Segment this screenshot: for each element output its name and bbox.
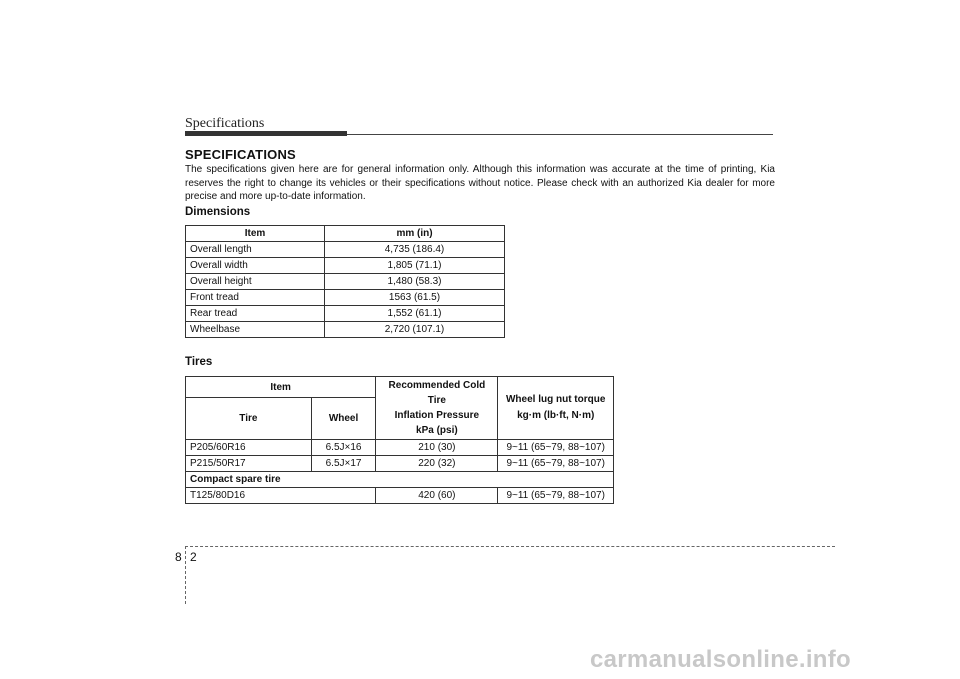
table-header-row (186, 377, 614, 398)
table-cell: 1,805 (71.1) (325, 258, 505, 274)
page-number: 2 (190, 550, 197, 564)
table-cell: 420 (60) (376, 488, 498, 504)
table-cell: 6.5J×16 (311, 440, 376, 456)
table-cell: 1563 (61.5) (325, 290, 505, 306)
pressure-header-line: kPa (psi) (416, 425, 458, 436)
table-cell: 6.5J×17 (311, 456, 376, 472)
table-row (186, 306, 505, 322)
table-cell: T125/80D16 (186, 488, 376, 504)
tires-table (185, 376, 614, 504)
tires-heading: Tires (185, 356, 213, 368)
table-cell: Wheelbase (186, 322, 325, 338)
table-cell: Rear tread (186, 306, 325, 322)
section-title: SPECIFICATIONS (185, 147, 296, 162)
table-cell: 9~11 (65~79, 88~107) (498, 456, 614, 472)
intro-paragraph: The specifications given here are for general information only. Although this information was accurate at the time of printing, Kia reserves the right to change its vehicles or their specifications without notice. Please check with an authorized Kia dealer for more precise and more up-to-date information. (185, 164, 775, 203)
table-row (186, 242, 505, 258)
watermark: carmanualsonline.info (590, 646, 852, 673)
header-rule-accent (185, 131, 347, 136)
column-header-torque (498, 377, 614, 440)
table-cell: Overall width (186, 258, 325, 274)
page-header-title: Specifications (185, 116, 265, 131)
dimensions-table (185, 225, 505, 338)
table-cell: Front tread (186, 290, 325, 306)
column-header-pressure (376, 377, 498, 440)
table-cell: 9~11 (65~79, 88~107) (498, 488, 614, 504)
pressure-header-line: Recommended Cold Tire (388, 380, 486, 406)
spare-tire-label: Compact spare tire (186, 472, 614, 488)
column-header-tire: Tire (186, 398, 312, 440)
table-row (186, 258, 505, 274)
table-cell: Overall height (186, 274, 325, 290)
table-cell: Overall length (186, 242, 325, 258)
table-row (186, 440, 614, 456)
footer-rule (185, 546, 835, 547)
table-cell: 2,720 (107.1) (325, 322, 505, 338)
torque-header-line: Wheel lug nut torque (505, 394, 606, 405)
table-row (186, 456, 614, 472)
table-row (186, 290, 505, 306)
table-cell: P215/50R17 (186, 456, 312, 472)
table-cell: 1,552 (61.1) (325, 306, 505, 322)
pressure-header-line: Inflation Pressure (394, 410, 480, 421)
dimensions-heading: Dimensions (185, 206, 251, 218)
column-header-item: Item (186, 377, 376, 398)
table-cell: 210 (30) (376, 440, 498, 456)
column-header-wheel: Wheel (311, 398, 376, 440)
table-cell: P205/60R16 (186, 440, 312, 456)
table-header-row (186, 226, 505, 242)
table-cell: 1,480 (58.3) (325, 274, 505, 290)
table-cell: 220 (32) (376, 456, 498, 472)
table-row (186, 472, 614, 488)
table-row (186, 274, 505, 290)
table-cell: 9~11 (65~79, 88~107) (498, 440, 614, 456)
footer-divider (185, 546, 186, 604)
table-cell: 4,735 (186.4) (325, 242, 505, 258)
torque-header-line: kg·m (lb·ft, N·m) (517, 410, 595, 421)
table-row (186, 322, 505, 338)
table-row (186, 488, 614, 504)
chapter-number: 8 (175, 550, 182, 564)
column-header: Item (186, 226, 325, 242)
column-header: mm (in) (325, 226, 505, 242)
